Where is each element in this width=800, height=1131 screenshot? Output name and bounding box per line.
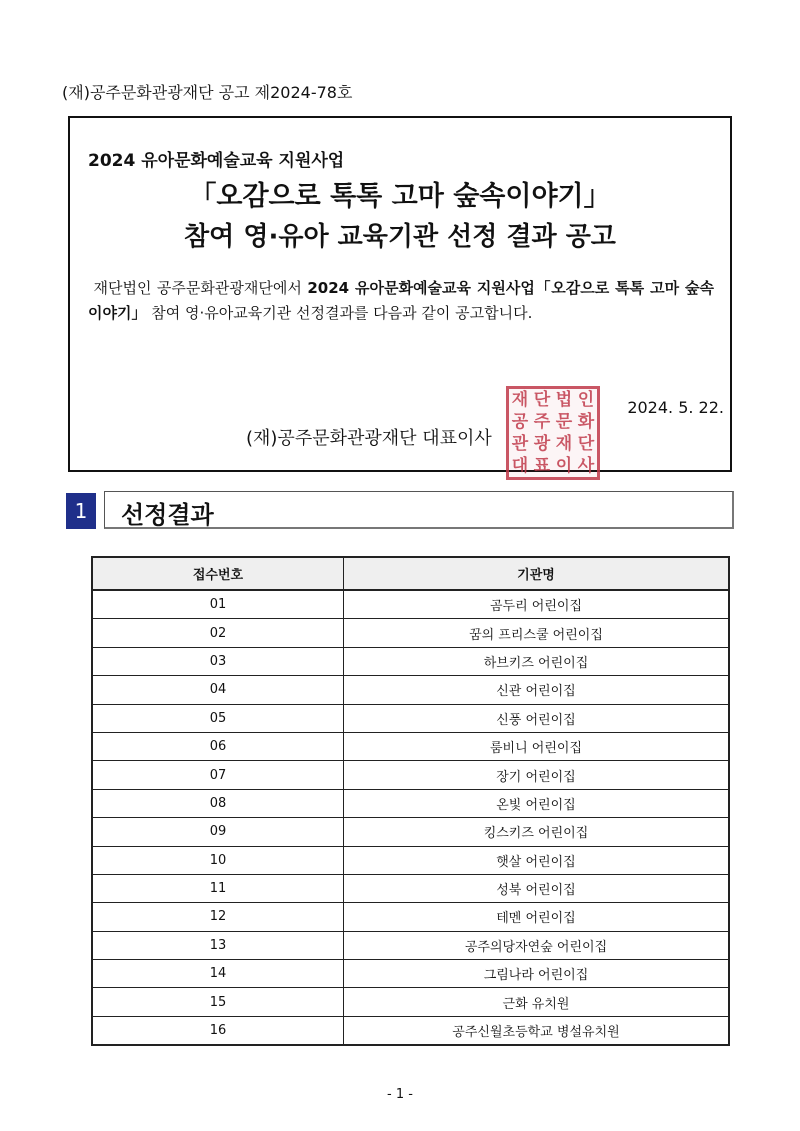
section-number-badge: 1 <box>66 493 96 529</box>
institution-name-cell: 룸비니 어린이집 <box>344 732 730 760</box>
institution-name-cell: 꿈의 프리스쿨 어린이집 <box>344 619 730 647</box>
official-seal-stamp <box>506 386 600 480</box>
page-number: - 1 - <box>387 1087 413 1102</box>
table-row <box>92 960 729 988</box>
institution-name-cell: 근화 유치원 <box>344 988 730 1016</box>
receipt-number-cell: 04 <box>92 676 344 704</box>
table-row <box>92 590 729 619</box>
table-row <box>92 761 729 789</box>
receipt-number-cell: 13 <box>92 931 344 959</box>
column-header-number: 접수번호 <box>92 557 344 590</box>
seal-char: 공 <box>511 411 529 432</box>
table-row <box>92 1016 729 1045</box>
seal-char: 인 <box>577 389 595 410</box>
institution-name-cell: 장기 어린이집 <box>344 761 730 789</box>
column-header-institution: 기관명 <box>344 557 730 590</box>
section-title: 선정결과 <box>121 501 214 529</box>
announcement-title-line2: 참여 영·유아 교육기관 선정 결과 공고 <box>184 222 616 252</box>
seal-char: 사 <box>577 455 595 476</box>
body-text-bold: 2024 유아문화예술교육 지원사업「오감으로 톡톡 고마 숲속이야기」 <box>88 279 714 322</box>
receipt-number-cell: 08 <box>92 789 344 817</box>
institution-name-cell: 신관 어린이집 <box>344 676 730 704</box>
table-row <box>92 789 729 817</box>
results-table <box>91 556 730 1046</box>
receipt-number-cell: 15 <box>92 988 344 1016</box>
seal-char: 광 <box>533 433 551 454</box>
seal-char: 법 <box>555 389 573 410</box>
receipt-number-cell: 14 <box>92 960 344 988</box>
notice-number: (재)공주문화관광재단 공고 제2024-78호 <box>62 83 353 102</box>
institution-name-cell: 킹스키즈 어린이집 <box>344 818 730 846</box>
announcement-body <box>88 276 714 326</box>
table-row <box>92 676 729 704</box>
receipt-number-cell: 09 <box>92 818 344 846</box>
seal-char: 표 <box>533 455 551 476</box>
receipt-number-cell: 05 <box>92 704 344 732</box>
table-row <box>92 704 729 732</box>
institution-name-cell: 성북 어린이집 <box>344 874 730 902</box>
receipt-number-cell: 10 <box>92 846 344 874</box>
announcement-box <box>68 116 732 476</box>
receipt-number-cell: 16 <box>92 1016 344 1045</box>
seal-char: 단 <box>577 433 595 454</box>
seal-char: 재 <box>511 389 529 410</box>
announcement-date: 2024. 5. 22. <box>627 398 724 417</box>
institution-name-cell: 햇살 어린이집 <box>344 846 730 874</box>
table-header-row <box>92 557 729 590</box>
seal-char: 관 <box>511 433 529 454</box>
table-row <box>92 732 729 760</box>
institution-name-cell: 온빛 어린이집 <box>344 789 730 817</box>
body-text-end: 참여 영·유아교육기관 선정결과를 다음과 같이 공고합니다. <box>146 304 533 322</box>
seal-char: 단 <box>533 389 551 410</box>
receipt-number-cell: 11 <box>92 874 344 902</box>
signer: (재)공주문화관광재단 대표이사 <box>246 428 492 449</box>
institution-name-cell: 공주의당자연숲 어린이집 <box>344 931 730 959</box>
body-text-start: 재단법인 공주문화관광재단에서 <box>93 279 308 297</box>
seal-char: 화 <box>577 411 595 432</box>
table-row <box>92 903 729 931</box>
seal-char: 재 <box>555 433 573 454</box>
table-row <box>92 647 729 675</box>
table-row <box>92 818 729 846</box>
institution-name-cell: 신풍 어린이집 <box>344 704 730 732</box>
announcement-title-line1: 「오감으로 톡톡 고마 숲속이야기」 <box>189 181 611 212</box>
receipt-number-cell: 07 <box>92 761 344 789</box>
seal-char: 대 <box>511 455 529 476</box>
institution-name-cell: 하브키즈 어린이집 <box>344 647 730 675</box>
table-row <box>92 619 729 647</box>
receipt-number-cell: 12 <box>92 903 344 931</box>
institution-name-cell: 테멘 어린이집 <box>344 903 730 931</box>
table-row <box>92 874 729 902</box>
table-row <box>92 988 729 1016</box>
receipt-number-cell: 06 <box>92 732 344 760</box>
seal-char: 문 <box>555 411 573 432</box>
section-title-box <box>104 491 734 529</box>
receipt-number-cell: 02 <box>92 619 344 647</box>
seal-char: 주 <box>533 411 551 432</box>
receipt-number-cell: 01 <box>92 590 344 619</box>
receipt-number-cell: 03 <box>92 647 344 675</box>
seal-char: 이 <box>555 455 573 476</box>
institution-name-cell: 곰두리 어린이집 <box>344 590 730 619</box>
announcement-subtitle: 2024 유아문화예술교육 지원사업 <box>88 151 345 171</box>
institution-name-cell: 그림나라 어린이집 <box>344 960 730 988</box>
table-row <box>92 931 729 959</box>
institution-name-cell: 공주신월초등학교 병설유치원 <box>344 1016 730 1045</box>
table-row <box>92 846 729 874</box>
